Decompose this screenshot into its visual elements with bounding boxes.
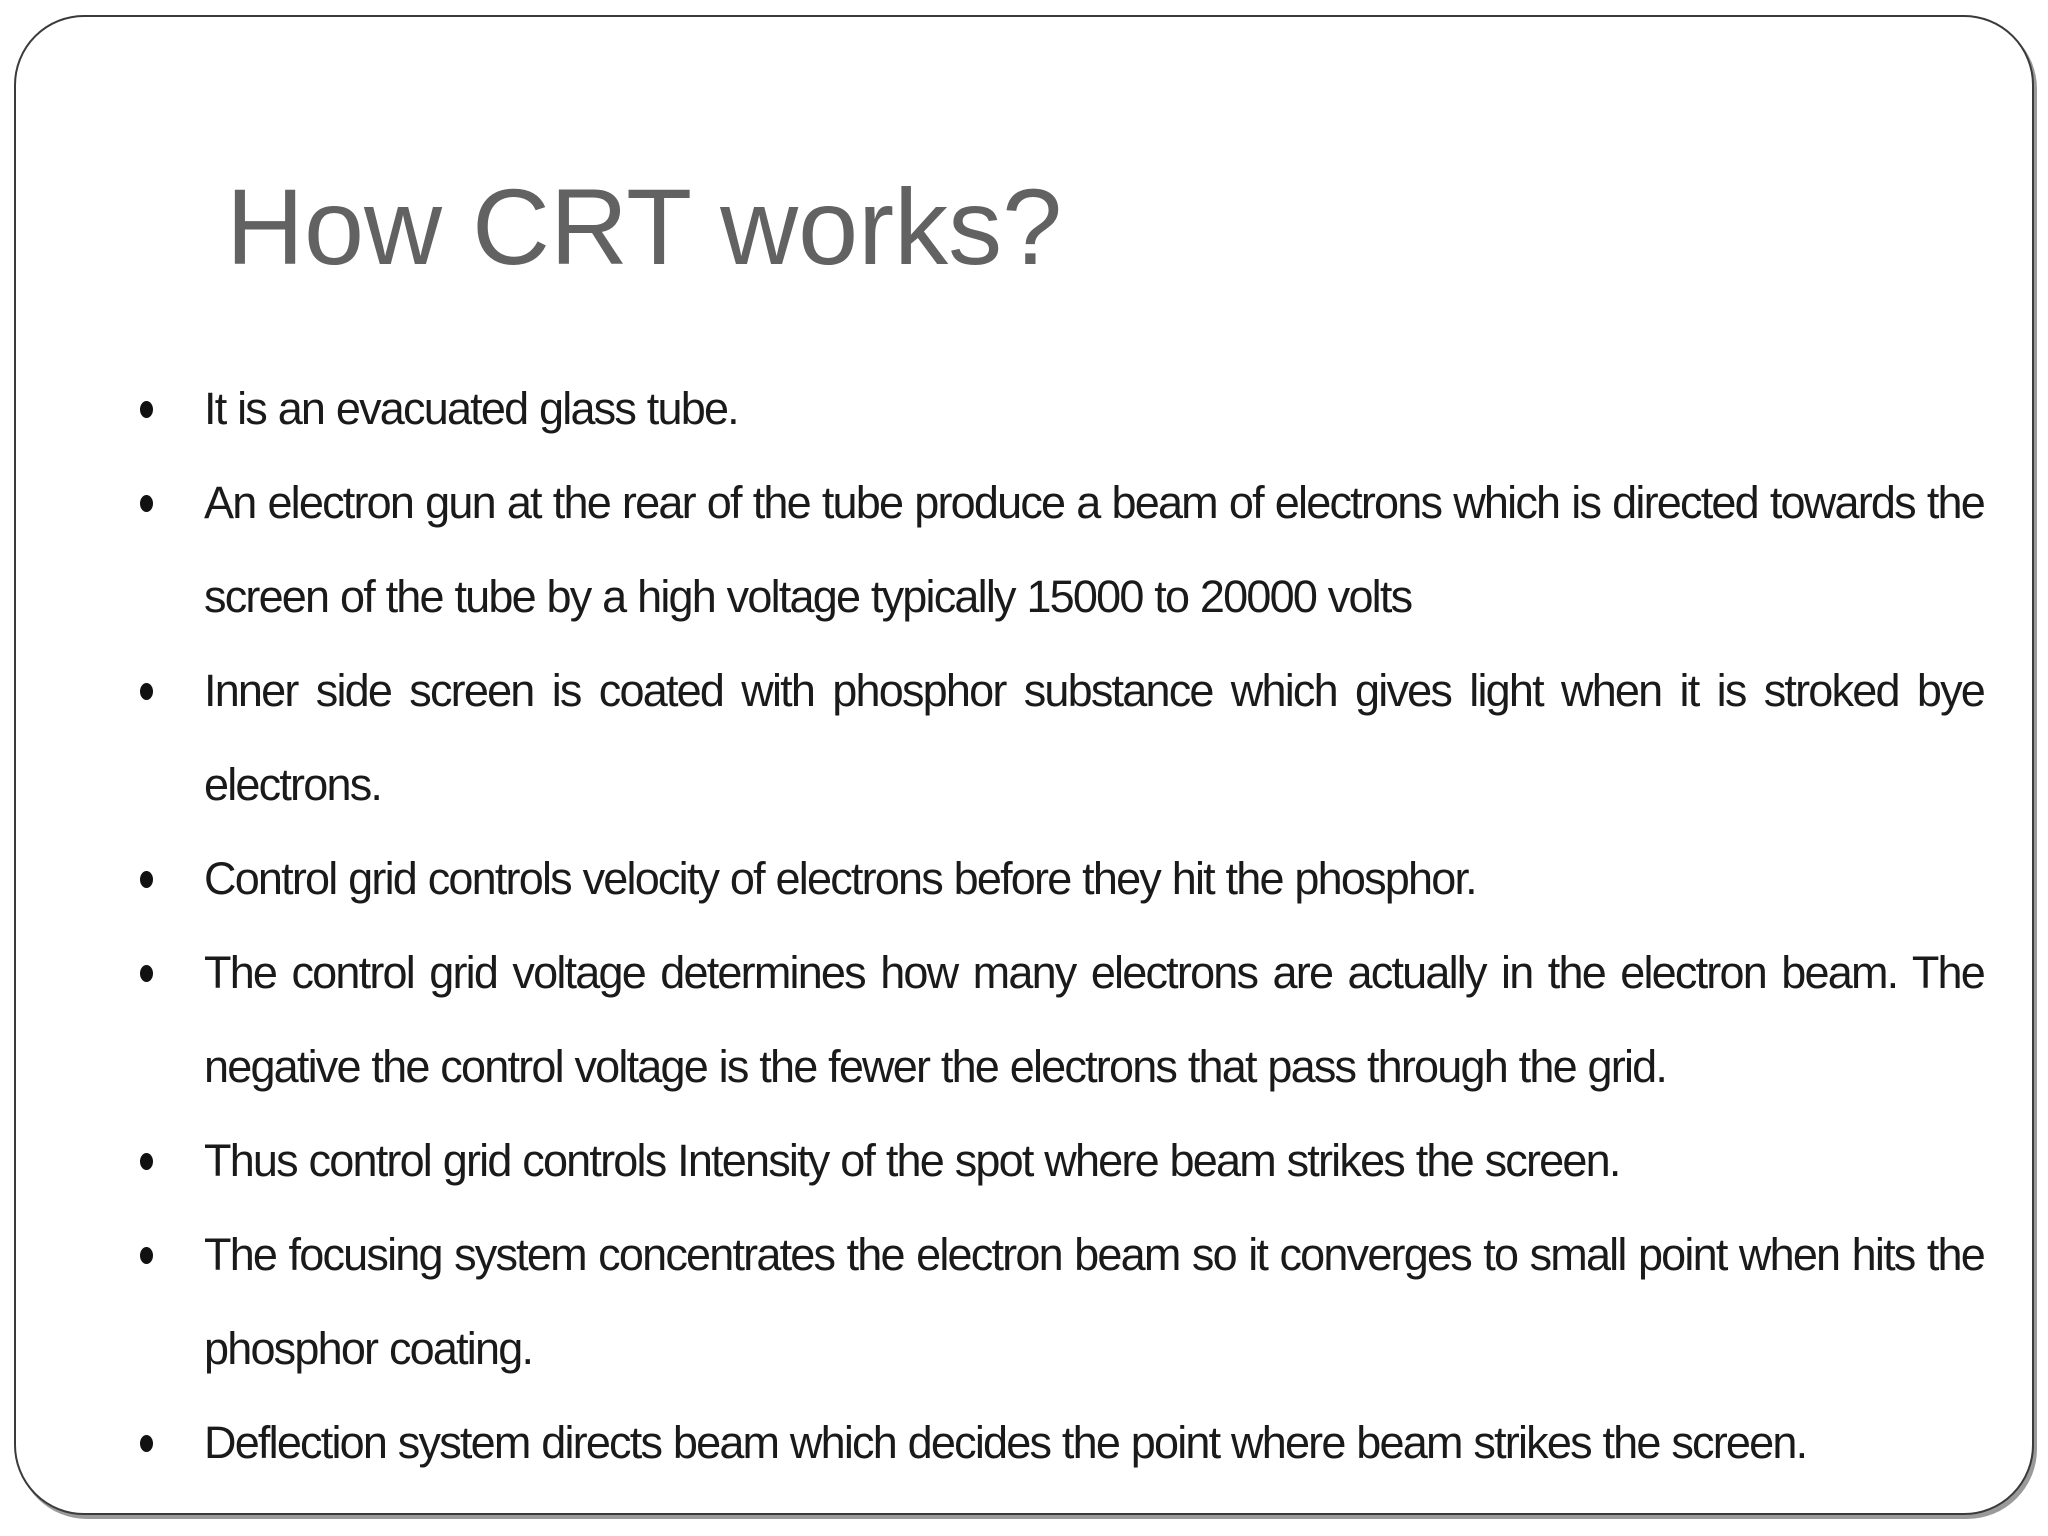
bullet-item: [132, 644, 1984, 832]
bullet-item: [132, 1396, 1984, 1490]
bullet-list: [132, 362, 1984, 1490]
bullet-icon: [140, 1435, 153, 1452]
bullet-text: Inner side screen is coated with phosphor substance which gives light when it is stroked bye electrons.: [204, 665, 1984, 810]
bullet-text: An electron gun at the rear of the tube produce a beam of electrons which is directed towards the screen of the tube by a high voltage typically 15000 to 20000 volts: [204, 477, 1984, 622]
slide-title: How CRT works?: [226, 166, 1063, 287]
bullet-icon: [140, 1247, 153, 1264]
bullet-item: [132, 832, 1984, 926]
bullet-item: [132, 926, 1984, 1114]
bullet-text: The control grid voltage determines how many electrons are actually in the electron beam. The negative the control voltage is the fewer the electrons that pass through the grid.: [204, 947, 1984, 1092]
bullet-icon: [140, 683, 153, 700]
bullet-item: [132, 1114, 1984, 1208]
bullet-text: The focusing system concentrates the electron beam so it converges to small point when hits the phosphor coating.: [204, 1229, 1984, 1374]
bullet-icon: [140, 965, 153, 982]
bullet-text: It is an evacuated glass tube.: [204, 383, 738, 434]
bullet-text: Deflection system directs beam which decides the point where beam strikes the screen.: [204, 1417, 1807, 1468]
bullet-item: [132, 362, 1984, 456]
bullet-icon: [140, 871, 153, 888]
bullet-item: [132, 456, 1984, 644]
bullet-icon: [140, 401, 153, 418]
bullet-icon: [140, 1153, 153, 1170]
bullet-text: Control grid controls velocity of electrons before they hit the phosphor.: [204, 853, 1476, 904]
bullet-icon: [140, 495, 153, 512]
bullet-item: [132, 1208, 1984, 1396]
bullet-text: Thus control grid controls Intensity of the spot where beam strikes the screen.: [204, 1135, 1620, 1186]
